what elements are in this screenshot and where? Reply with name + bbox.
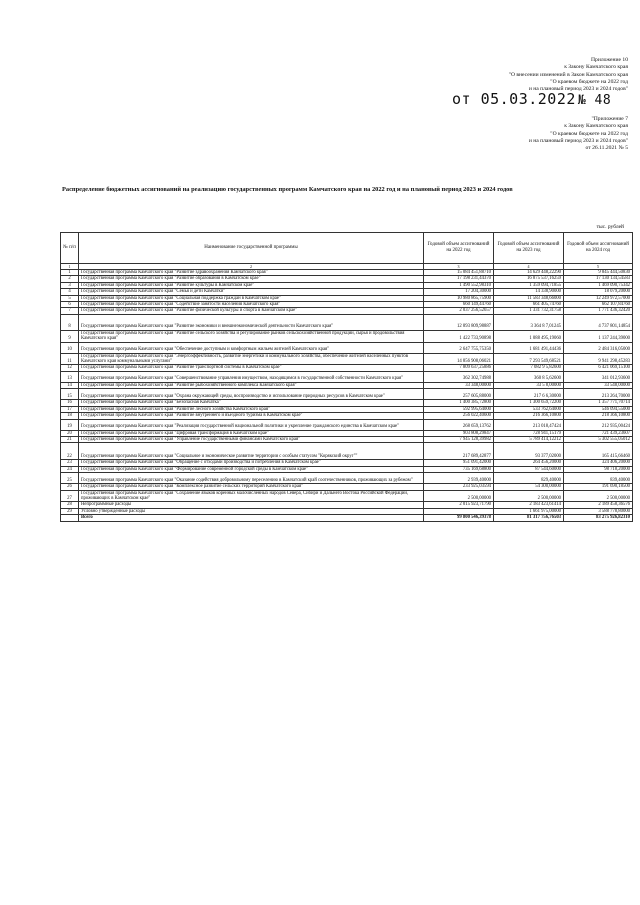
total-2022: 99 800 546,39378: [424, 515, 494, 521]
table-row: [61, 330, 633, 342]
value-2024: 18 079,20000: [564, 289, 633, 295]
row-number: 15: [61, 389, 79, 400]
value-2023: 533 762,64000: [494, 406, 564, 412]
program-name: Государственная программа Камчатского края "Развитие сельского хозяйства и регулирование рынков сельскохозяйственной продукции, сырья и продовольствия Камчатского края": [79, 330, 424, 342]
program-name: Государственная программа Камчатского края "Социальное и экономическое развитие территории с особым статусом "Корякский округ"": [79, 443, 424, 460]
program-name: Государственная программа Камчатского края "Содействие занятости населения Камчатского края": [79, 302, 424, 308]
value-2022: 10 980 865,75900: [424, 295, 494, 301]
row-number: 18: [61, 413, 79, 419]
row-number: 24: [61, 466, 79, 472]
value-2022: 592 995,64000: [424, 406, 494, 412]
program-name: Государственная программа Камчатского края "Энергоэффективность, развитие энергетики и коммунального хозяйства, обеспечение жителей населенных пунктов Камчатского края коммунальными услугами": [79, 353, 424, 365]
program-name: Государственная программа Камчатского края "Развитие физической культуры и спорта в Камчатском крае": [79, 308, 424, 314]
value-2022: 1 400 385,72800: [424, 400, 494, 406]
value-2022: 268 659,13762: [424, 419, 494, 430]
header-line: от 26.11.2021 № 5: [585, 145, 628, 152]
row-number: 23: [61, 460, 79, 466]
value-2022: 660 149,44760: [424, 302, 494, 308]
value-2024: 218 366,10800: [564, 413, 633, 419]
program-name: Государственная программа Камчатского края "Комплексное развитие сельских территорий Камчатского края": [79, 484, 424, 490]
header-line: и на плановый период 2023 и 2024 годов": [528, 137, 628, 144]
value-2022: 17 198 231,44370: [424, 276, 494, 282]
row-number: 12: [61, 365, 79, 371]
value-2023: 829,40000: [494, 473, 564, 484]
value-2023: 2 500,00000: [494, 490, 564, 502]
value-2024: 546 094,55000: [564, 406, 633, 412]
row-number: 7: [61, 308, 79, 314]
col-index: 4: [494, 264, 564, 270]
row-number: 11: [61, 353, 79, 365]
col-2023: Годовой объем ассигнований на 2023 год: [494, 233, 564, 264]
col-2022: Годовой объем ассигнований на 2022 год: [424, 233, 494, 264]
program-name: Непрограммные расходы: [79, 502, 424, 508]
row-number: 22: [61, 443, 79, 460]
program-name: Государственная программа Камчатского края "Социальная поддержка граждан в Камчатском крае": [79, 295, 424, 301]
program-name: Государственная программа Камчатского края "Реализация государственной национальной политики и укрепление гражданского единства в Камчатском крае": [79, 419, 424, 430]
value-2023: 7 082 9 5,82600: [494, 365, 564, 371]
stamp-number: № 48: [577, 93, 612, 108]
law-date-stamp: [452, 90, 611, 108]
total-row: [61, 515, 633, 521]
value-2024: 98 718,20000: [564, 466, 633, 472]
value-2024: 2 189 458,36576: [564, 502, 633, 508]
row-number: 5: [61, 295, 79, 301]
value-2023: 16 875 537,16259: [494, 276, 564, 282]
value-2024: 1 469 090,75342: [564, 282, 633, 288]
value-2023: 213 018,47424: [494, 419, 564, 430]
value-2024: 2 500,00000: [564, 490, 633, 502]
value-2023: 216 366,10800: [494, 413, 564, 419]
value-2024: 165 415,66460: [564, 443, 633, 460]
value-2022: 2 647 755,75350: [424, 342, 494, 353]
program-name: Государственная программа Камчатского края "Формирование современной городской среды в Камчатском крае": [79, 466, 424, 472]
table-row: [61, 371, 633, 382]
row-number: 20: [61, 430, 79, 436]
value-2024: 33 548,00000: [564, 382, 633, 388]
col-index: 2: [79, 264, 424, 270]
table-row: [61, 342, 633, 353]
value-2023: 14 338,90000: [494, 289, 564, 295]
value-2023: 1 681 491,44436: [494, 342, 564, 353]
program-name: Условно утвержденные расходы: [79, 508, 424, 514]
value-2024: 191 690,18500: [564, 484, 633, 490]
header-line: к Закону Камчатского края: [564, 64, 628, 71]
value-2024: 324 406,20000: [564, 460, 633, 466]
header-line: "О краевом бюджете на 2022 год: [550, 130, 628, 137]
program-name: Государственная программа Камчатского края "Развитие культуры в Камчатском крае": [79, 282, 424, 288]
row-number: 2: [61, 276, 79, 282]
row-number: 27: [61, 490, 79, 502]
units-label: тыс. рублей: [596, 224, 624, 230]
program-name: Государственная программа Камчатского края "Цифровая трансформация в Камчатском крае": [79, 430, 424, 436]
document-title: Распределение бюджетных ассигнований на реализацию государственных программ Камчатского края на 2022 год и на плановый период 2023 и 2024 годов: [62, 186, 513, 193]
col-index: 1: [61, 264, 79, 270]
value-2022: 7 945 128,39982: [424, 436, 494, 442]
value-2023: 661 405,74760: [494, 302, 564, 308]
row-number: 25: [61, 473, 79, 484]
value-2024: 662 107,84760: [564, 302, 633, 308]
value-2022: 735 169,68800: [424, 466, 494, 472]
value-2022: 362 302,74988: [424, 371, 494, 382]
header-line: и на плановый период 2023 и 2024 годов": [528, 86, 628, 93]
value-2023: 5 789 414,12212: [494, 436, 564, 442]
value-2022: 233 925,03594: [424, 484, 494, 490]
value-2022: 2 500,00000: [424, 490, 494, 502]
program-name: Государственная программа Камчатского края "Совершенствование управления имуществом, находящимся в государственной собственности Камчатского края": [79, 371, 424, 382]
value-2024: 213 264,70000: [564, 389, 633, 400]
value-2023: 1 661 975,00000: [494, 508, 564, 514]
value-2023: 14 629 448,22290: [494, 270, 564, 276]
program-name: Государственная программа Камчатского края "Развитие лесного хозяйства Камчатского края": [79, 406, 424, 412]
value-2023: 264 456,20000: [494, 460, 564, 466]
value-2024: 1 771 436,32420: [564, 308, 633, 314]
header-line: Приложение 10: [590, 57, 628, 63]
row-number: 16: [61, 400, 79, 406]
value-2024: 3 588 778,80000: [564, 508, 633, 514]
stamp-date: от 05.03.2022: [452, 90, 576, 108]
value-2024: 5 302 555,05012: [564, 436, 633, 442]
value-2023: 11 583 348,66000: [494, 295, 564, 301]
value-2023: 217 6 6,30000: [494, 389, 564, 400]
value-2023: 2 183 423,61414: [494, 502, 564, 508]
program-name: Государственная программа Камчатского края "Охрана окружающей среды, воспроизводство и использование природных ресурсов в Камчатском крае": [79, 389, 424, 400]
value-2022: 2 939,40000: [424, 473, 494, 484]
program-name: Государственная программа Камчатского края "Развитие внутреннего и въездного туризма в Камчатском крае": [79, 413, 424, 419]
program-name: Государственная программа Камчатского края "Безопасная Камчатка": [79, 400, 424, 406]
program-name: Государственная программа Камчатского края "Развитие здравоохранения Камчатского края": [79, 270, 424, 276]
row-number: 19: [61, 419, 79, 430]
value-2022: 12 893 809,98887: [424, 314, 494, 330]
program-name: Государственная программа Камчатского края "Обеспечение доступным и комфортным жильем жителей Камчатского края": [79, 342, 424, 353]
program-name: Государственная программа Камчатского края "Развитие экономики и внешнеэкономической деятельности Камчатского края": [79, 314, 424, 330]
row-number: 13: [61, 371, 79, 382]
value-2023: 93 377,02000: [494, 443, 564, 460]
row-number: 14: [61, 382, 79, 388]
program-name: Государственная программа Камчатского края "Развитие транспортной системы в Камчатском крае": [79, 365, 424, 371]
row-number: 21: [61, 436, 79, 442]
row-number: 8: [61, 314, 79, 330]
value-2024: 212 935,00424: [564, 419, 633, 430]
value-2023: 1 331 732,31758: [494, 308, 564, 314]
value-2022: 257 605,88000: [424, 389, 494, 400]
header-line: "Приложение 7: [591, 116, 628, 122]
row-number: 9: [61, 330, 79, 342]
value-2024: 9 845 444,50830: [564, 270, 633, 276]
row-number: 28: [61, 502, 79, 508]
value-2022: 17 204,30000: [424, 289, 494, 295]
value-2022: 256 022,40600: [424, 413, 494, 419]
value-2023: 54 300,00000: [494, 484, 564, 490]
total-label: Всего: [79, 515, 424, 521]
header-line: "О краевом бюджете на 2022 год: [550, 78, 628, 85]
row-number: 6: [61, 302, 79, 308]
value-2024: 9 941 298,45283: [564, 353, 633, 365]
value-2022: 15 084 451,88710: [424, 270, 494, 276]
value-2023: 33 5 8,00000: [494, 382, 564, 388]
value-2022: 2 037 256,52657: [424, 308, 494, 314]
original-appendix-header: [529, 116, 628, 152]
row-number: 4: [61, 289, 79, 295]
value-2023: 1 300 659,72200: [494, 400, 564, 406]
col-number: № п/п: [61, 233, 79, 264]
total-2024: 83 275 926,82310: [564, 515, 633, 521]
table-row: [61, 419, 633, 430]
value-2022: 1 490 552,98310: [424, 282, 494, 288]
col-program: Наименование государственной программы: [79, 233, 424, 264]
row-number: 1: [61, 270, 79, 276]
value-2023: 1 088 495,19060: [494, 330, 564, 342]
value-2024: 1 137 244,39000: [564, 330, 633, 342]
value-2024: 839,40000: [564, 473, 633, 484]
row-number: 29: [61, 508, 79, 514]
col-index: 5: [564, 264, 633, 270]
value-2023: 87 544,60000: [494, 466, 564, 472]
value-2022: 2 015 923,71790: [424, 502, 494, 508]
value-2024: 6 421 069,15100: [564, 365, 633, 371]
total-number-cell: [61, 515, 79, 521]
value-2024: 341 012,93600: [564, 371, 633, 382]
program-name: Государственная программа Камчатского края "Сохранение языков коренных малочисленных народов Севера, Сибири и Дальнего Востока Российской Федерации, проживающих в Камчатском крае": [79, 490, 424, 502]
value-2023: 360 8 5,62600: [494, 371, 564, 382]
value-2023: 3 364 8 7,01245: [494, 314, 564, 330]
value-2024: 4 737 801,14854: [564, 314, 633, 330]
value-2022: 951 091,42000: [424, 460, 494, 466]
row-number: 3: [61, 282, 79, 288]
header-line: "О внесении изменений в Закон Камчатского края: [508, 71, 628, 78]
program-name: Государственная программа Камчатского края "Развитие рыбохозяйственного комплекса Камчатского края": [79, 382, 424, 388]
value-2022: 217 689,42877: [424, 443, 494, 460]
value-2024: 2 484 316,05000: [564, 342, 633, 353]
programs-table: [60, 232, 633, 522]
table-row: [61, 490, 633, 502]
table-row: [61, 389, 633, 400]
value-2022: 7 809 637,25886: [424, 365, 494, 371]
table-row: [61, 473, 633, 484]
value-2024: 12 249 972,57000: [564, 295, 633, 301]
row-number: 17: [61, 406, 79, 412]
table-row: [61, 353, 633, 365]
table-row: [61, 443, 633, 460]
total-2023: 81 317 756,76503: [494, 515, 564, 521]
value-2024: 17 130 134,54583: [564, 276, 633, 282]
program-name: Государственная программа Камчатского края "Семья и дети Камчатки": [79, 289, 424, 295]
appendix-header: [509, 57, 628, 93]
value-2022: 1 422 733,90898: [424, 330, 494, 342]
program-name: Государственная программа Камчатского края "Развитие образования в Камчатском крае": [79, 276, 424, 282]
row-number: 10: [61, 342, 79, 353]
value-2022: 903 808,29847: [424, 430, 494, 436]
value-2023: 1 359 094,71855: [494, 282, 564, 288]
program-name: Государственная программа Камчатского края "Оказание содействия добровольному переселению в Камчатский край соотечественников, проживающих за рубежом": [79, 473, 424, 484]
table-row: [61, 314, 633, 330]
program-name: Государственная программа Камчатского края "Управление государственными финансами Камчатского края": [79, 436, 424, 442]
col-2024: Годовой объем ассигнований на 2024 год: [564, 233, 633, 264]
col-index: 3: [424, 264, 494, 270]
value-2023: 728 941,15179: [494, 430, 564, 436]
program-name: Государственная программа Камчатского края "Обращение с отходами производства и потребления в Камчатском крае": [79, 460, 424, 466]
value-2022: 33 348,00000: [424, 382, 494, 388]
value-2024: 1 357 771,70714: [564, 400, 633, 406]
value-2022: 14 856 908,06021: [424, 353, 494, 365]
value-2024: 721 439,23607: [564, 430, 633, 436]
value-2023: 7 293 549,68521: [494, 353, 564, 365]
header-line: к Закону Камчатского края: [564, 123, 628, 130]
row-number: 26: [61, 484, 79, 490]
